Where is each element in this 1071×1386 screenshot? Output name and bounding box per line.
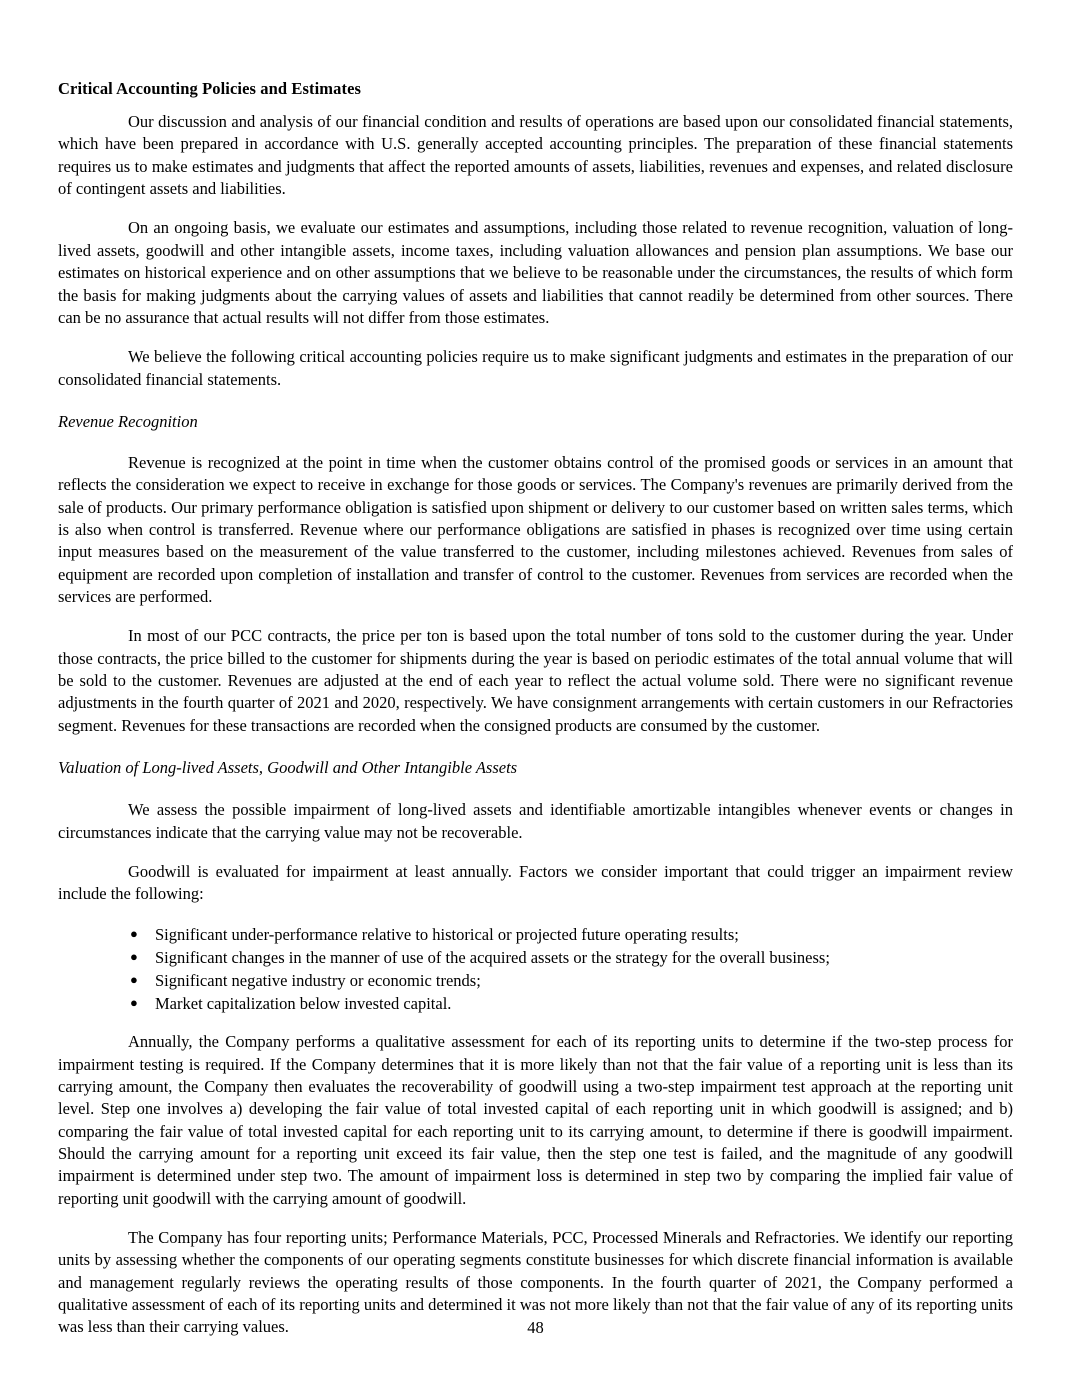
- valuation-paragraph-3: Annually, the Company performs a qualitative assessment for each of its reporting units to determine if the two-step process for impairment testing is required. If the Company determines that it is more likely than not that the fair value of a reporting unit is less than its carrying amount, the Company then evaluates the recoverability of goodwill using a two-step impairment test approach at the reporting unit level. Step one involves a) developing the fair value of total invested capital of each reporting unit in which goodwill is assigned; and b) comparing the fair value of total invested capital for each reporting unit to its carrying amount, to determine if there is goodwill impairment. Should the carrying amount for a reporting unit exceed its fair value, then the step one test is failed, and the magnitude of any goodwill impairment is determined under step two. The amount of impairment loss is determined in step two by comparing the implied fair value of reporting unit goodwill with the carrying amount of goodwill.: [58, 1032, 1013, 1208]
- list-item: [58, 946, 1013, 969]
- valuation-paragraph-2: Goodwill is evaluated for impairment at least annually. Factors we consider important that could trigger an impairment review include the following:: [58, 861, 1013, 904]
- page-content: [58, 78, 1013, 1356]
- valuation-paragraph-1: We assess the possible impairment of long-lived assets and identifiable amortizable intangibles whenever events or changes in circumstances indicate that the carrying value may not be recoverable.: [58, 800, 1013, 842]
- list-item-label: Significant under-performance relative to historical or projected future operating results;: [155, 924, 739, 944]
- bullet-icon: ●: [130, 948, 138, 964]
- page-title: Critical Accounting Policies and Estimates: [58, 79, 362, 98]
- revenue-recognition-paragraph-2: In most of our PCC contracts, the price per ton is based upon the total number of tons sold to the customer during the year. Under those contracts, the price billed to the customer for shipments during the year is based on periodic estimates of the total annual volume that will be sold to the customer. Revenues are adjusted at the end of each year to reflect the actual volume sold. There were no significant revenue adjustments in the fourth quarter of 2021 and 2020, respectively. We have consignment arrangements with certain customers in our Refractories segment. Revenues for these transactions are recorded when the consigned products are consumed by the customer.: [58, 626, 1013, 735]
- list-item: [58, 923, 1013, 946]
- heading-revenue-recognition: Revenue Recognition: [58, 411, 198, 431]
- valuation-paragraph-4: The Company has four reporting units; Performance Materials, PCC, Processed Minerals and Refractories. We identify our reporting units by assessing whether the components of our operating segments constitute businesses for which discrete financial information is available and management regularly reviews the operating results of those components. In the fourth quarter of 2021, the Company performed a qualitative assessment of each of its reporting units and determined it was not more likely than not that the fair value of any of its reporting units was less than their carrying values.: [58, 1228, 1013, 1337]
- intro-paragraph-2: On an ongoing basis, we evaluate our estimates and assumptions, including those related to revenue recognition, valuation of long-lived assets, goodwill and other intangible assets, income taxes, including valuation allowances and pension plan assumptions. We base our estimates on historical experience and on other assumptions that we believe to be reasonable under the circumstances, the results of which form the basis for making judgments about the carrying values of assets and liabilities that cannot readily be determined from other sources. There can be no assurance that actual results will not differ from those estimates.: [58, 218, 1013, 327]
- intro-paragraph-3: We believe the following critical accounting policies require us to make significant judgments and estimates in the preparation of our consolidated financial statements.: [58, 347, 1013, 389]
- intro-paragraph-1: Our discussion and analysis of our financial condition and results of operations are based upon our consolidated financial statements, which have been prepared in accordance with U.S. generally accepted accounting principles. The preparation of these financial statements requires us to make estimates and judgments that affect the reported amounts of assets, liabilities, revenues and expenses, and related disclosure of contingent assets and liabilities.: [58, 112, 1013, 199]
- bullet-icon: ●: [130, 925, 138, 941]
- list-item-label: Market capitalization below invested capital.: [155, 994, 452, 1014]
- bullet-icon: ●: [130, 995, 138, 1011]
- list-item-label: Significant negative industry or economic trends;: [155, 970, 481, 990]
- impairment-trigger-list: [58, 923, 1013, 1016]
- list-item: [58, 969, 1013, 992]
- bullet-icon: ●: [130, 971, 138, 987]
- page-number: 48: [527, 1318, 544, 1337]
- list-item: [58, 992, 1013, 1015]
- heading-valuation-long-lived-assets: Valuation of Long-lived Assets, Goodwill and Other Intangible Assets: [58, 758, 518, 778]
- list-item-label: Significant changes in the manner of use of the acquired assets or the strategy for the overall business;: [155, 947, 830, 967]
- revenue-recognition-paragraph-1: Revenue is recognized at the point in time when the customer obtains control of the promised goods or services in an amount that reflects the consideration we expect to receive in exchange for those goods or services. The Company's revenues are primarily derived from the sale of products. Our primary performance obligation is satisfied upon shipment or delivery to our customer based on written sales terms, which is also when control is transferred. Revenue where our performance obligations are satisfied in phases is recognized over time using certain input measures based on the measurement of the value transferred to the customer, including milestones achieved. Revenues from sales of equipment are recorded upon completion of installation and transfer of control to the customer. Revenues from services are recorded when the services are performed.: [58, 453, 1013, 607]
